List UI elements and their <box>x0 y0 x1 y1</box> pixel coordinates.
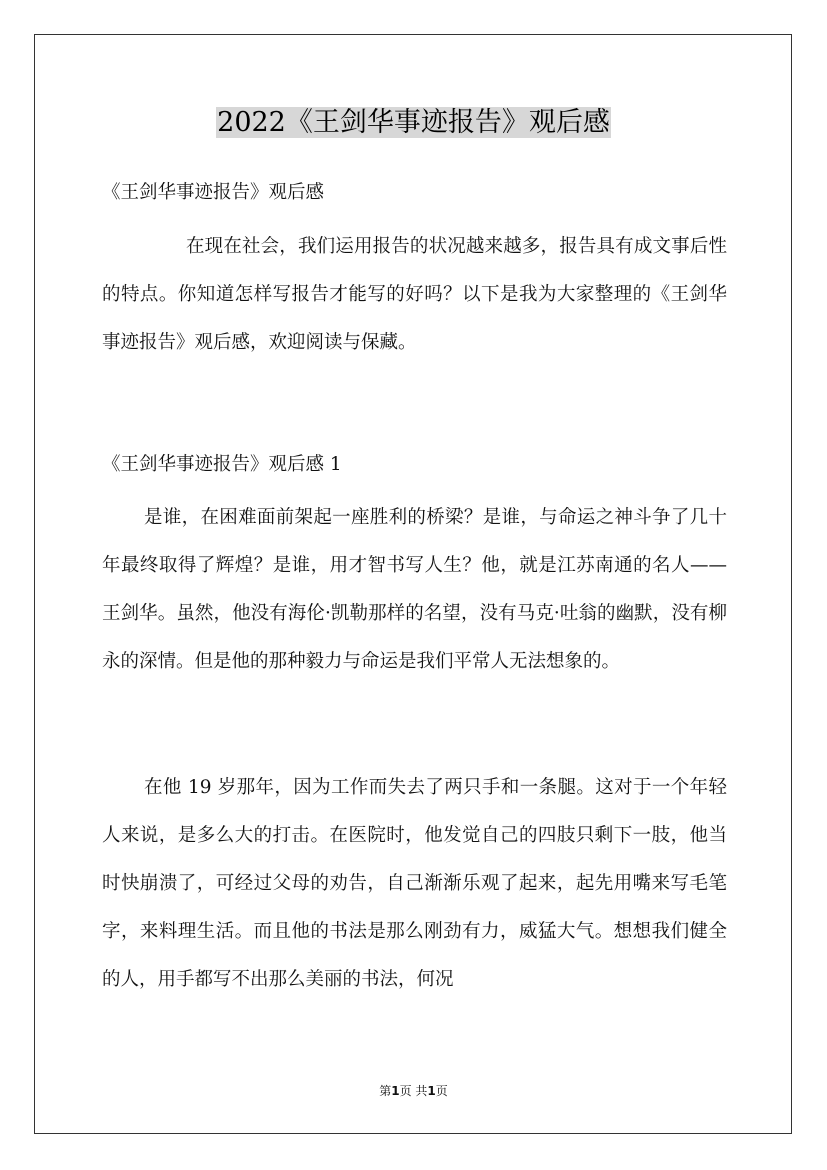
footer-page-prefix: 第 <box>379 1084 392 1098</box>
document-subtitle: 《王剑华事迹报告》观后感 <box>102 182 325 203</box>
document-title-text: 2022《王剑华事迹报告》观后感 <box>217 107 610 138</box>
footer-page-suffix: 页 <box>435 1084 448 1098</box>
body-paragraph-1: 是谁，在困难面前架起一座胜利的桥梁？是谁，与命运之神斗争了几十年最终取得了辉煌？是谁，用才智书写人生？他，就是江苏南通的名人——王剑华。虽然，他没有海伦·凯勒那样的名望，没有马克·吐翁的幽默，没有柳永的深情。但是他的那种毅力与命运是我们平常人无法想象的。 <box>102 507 727 672</box>
footer-page-mid: 页 共 <box>399 1084 428 1098</box>
section-heading: 《王剑华事迹报告》观后感 1 <box>102 454 342 475</box>
body-paragraph-2: 在他 19 岁那年，因为工作而失去了两只手和一条腿。这对于一个年轻人来说，是多么大的打击。在医院时，他发觉自己的四肢只剩下一肢，他当时快崩溃了，可经过父母的劝告，自己渐渐乐观了起来，起先用嘴来写毛笔字，来料理生活。而且他的书法是那么刚劲有力，威猛大气。想想我们健全的人，用手都写不出那么美丽的书法，何况 <box>102 777 727 990</box>
page-footer <box>0 1082 827 1099</box>
intro-paragraph: 在现在社会，我们运用报告的状况越来越多，报告具有成文事后性的特点。你知道怎样写报告才能写的好吗？以下是我为大家整理的《王剑华事迹报告》观后感，欢迎阅读与保藏。 <box>102 236 727 353</box>
footer-page-total: 1 <box>427 1084 436 1098</box>
document-title <box>0 101 827 145</box>
footer-page-current: 1 <box>391 1084 400 1098</box>
